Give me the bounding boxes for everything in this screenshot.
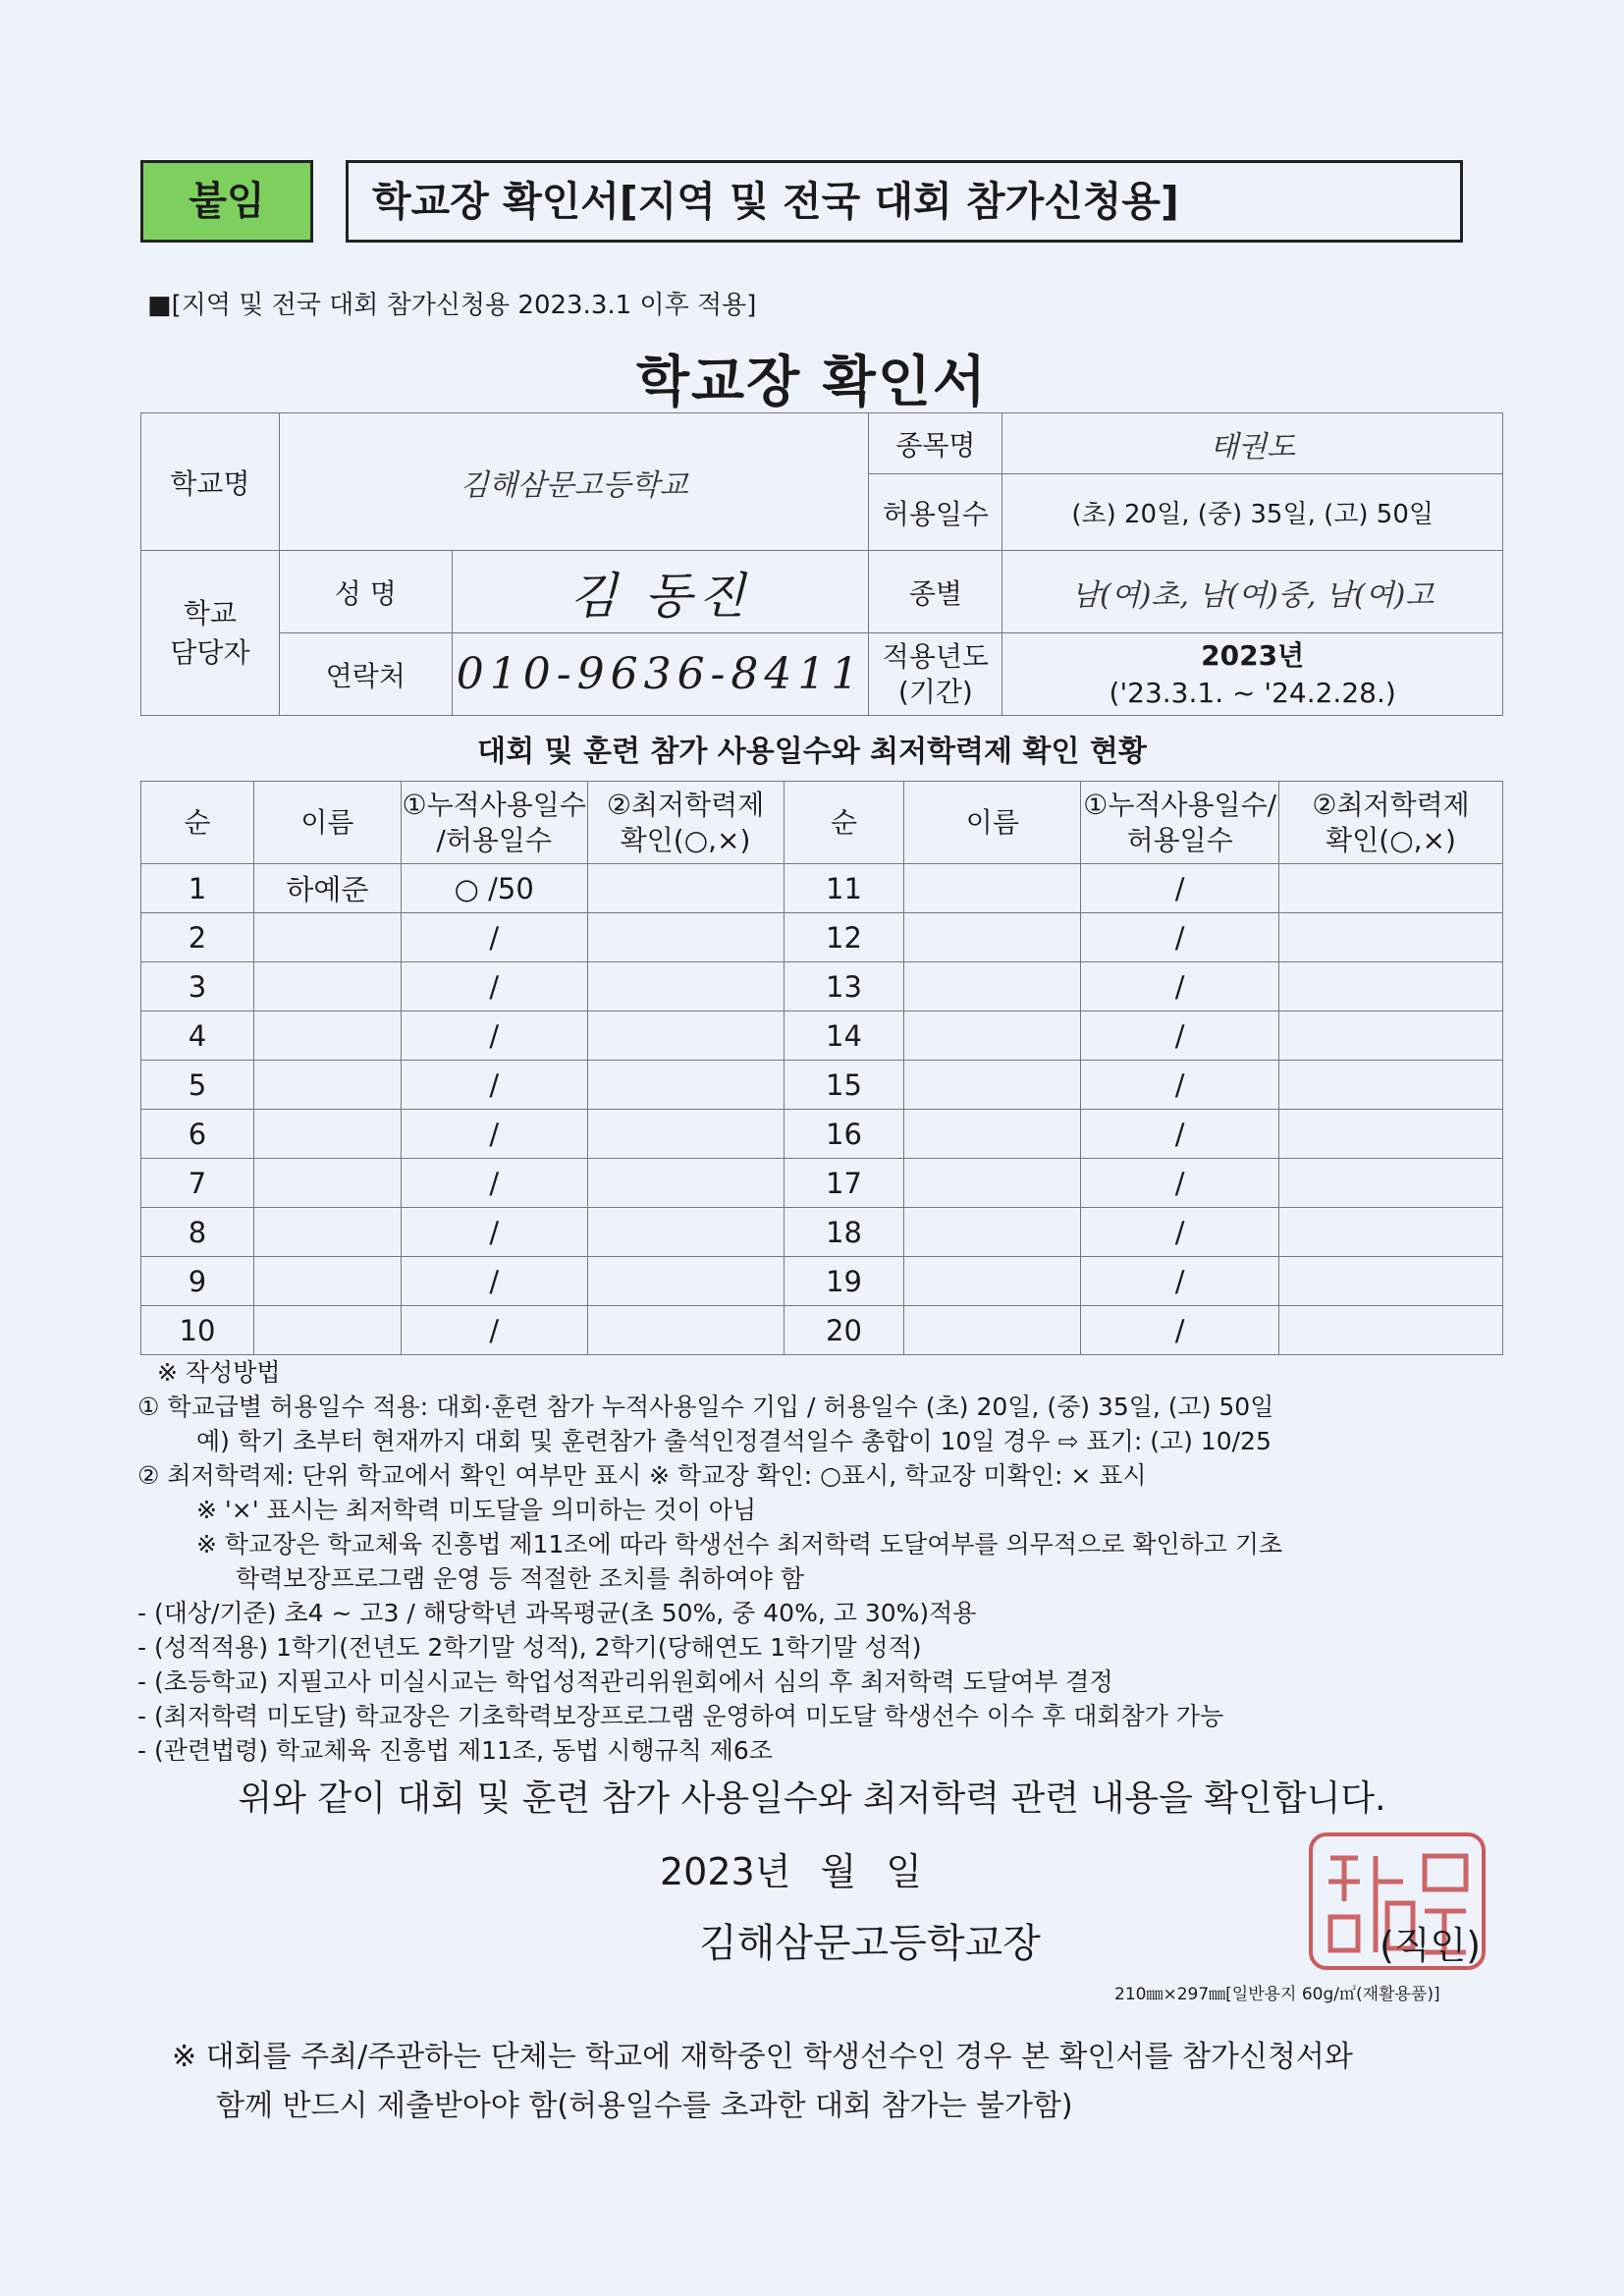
row-name [904,1011,1081,1061]
row-no: 10 [141,1306,254,1355]
page-title: 학교장 확인서 [635,351,989,414]
school-name-value: 김해삼문고등학교 [279,413,869,551]
row-name [253,1306,401,1355]
row-check [587,962,784,1011]
row-check [587,1257,784,1306]
event-label: 종목명 [869,413,1002,474]
col-header-check-2: ②최저학력제 확인(○,×) [1279,782,1503,864]
manager-name-label: 성 명 [279,551,452,633]
col-header-days: ①누적사용일수 /허용일수 [401,782,587,864]
manager-label: 학교 담당자 [141,551,280,716]
table-row [141,1208,1503,1257]
row-no: 9 [141,1257,254,1306]
col-header-name-2: 이름 [904,782,1081,864]
row-days: / [401,1011,587,1061]
seal-label: (직인) [1380,1924,1482,1967]
participant-table [140,781,1503,1355]
row-no: 5 [141,1061,254,1110]
contact-label: 연락처 [279,633,452,716]
col-header-name: 이름 [253,782,401,864]
row-name [904,1110,1081,1159]
col-header-no: 순 [141,782,254,864]
note-3: ※ '×' 표시는 최저학력 미도달을 의미하는 것이 아님 [196,1496,757,1524]
row-no: 19 [784,1257,904,1306]
row-name [904,1257,1081,1306]
year-value: 2023년 [1201,638,1305,672]
table-row [141,1110,1503,1159]
row-check [1279,1061,1503,1110]
instructions [137,1355,1283,1768]
row-check [587,1061,784,1110]
row-name [253,1159,401,1208]
row-days: / [1081,913,1279,962]
year-period: ('23.3.1. ~ '24.2.28.) [1109,676,1396,709]
row-check [587,1208,784,1257]
signature-date: 2023년 월 일 [660,1850,922,1893]
row-days: / [401,1110,587,1159]
row-name [904,913,1081,962]
row-days: / [1081,1011,1279,1061]
principal-name: 김해삼문고등학교장 [699,1921,1041,1966]
row-no: 4 [141,1011,254,1061]
allowed-days-label: 허용일수 [869,474,1002,551]
row-days: / [401,1061,587,1110]
table-row [141,864,1503,913]
manager-name-value: 김 동진 [452,551,869,633]
row-days: / [1081,1061,1279,1110]
row-days: / [1081,1208,1279,1257]
row-days: / [401,1208,587,1257]
row-no: 12 [784,913,904,962]
col-header-check: ②최저학력제 확인(○,×) [587,782,784,864]
row-name [253,1208,401,1257]
note-1: ① 학교급별 허용일수 적용: 대회·훈련 참가 누적사용일수 기입 / 허용일수 (초) 20일, (중) 35일, (고) 50일 [137,1393,1274,1421]
col-header-no-2: 순 [784,782,904,864]
detail-3: - (초등학교) 지필고사 미실시교는 학업성적관리위원회에서 심의 후 최저학력 도달여부 결정 [137,1667,1113,1696]
row-days: / [1081,1159,1279,1208]
section-title: 대회 및 훈련 참가 사용일수와 최저학력제 확인 현황 [477,735,1147,769]
row-no: 16 [784,1110,904,1159]
row-name [904,1061,1081,1110]
note-1-example: 예) 학기 초부터 현재까지 대회 및 훈련참가 출석인정결석일수 총합이 10일 경우 ⇨ 표기: (고) 10/25 [196,1427,1272,1455]
row-days: / [401,962,587,1011]
row-no: 15 [784,1061,904,1110]
row-check [1279,913,1503,962]
row-name [253,1011,401,1061]
row-no: 11 [784,864,904,913]
row-check [1279,1257,1503,1306]
row-check [1279,1208,1503,1257]
row-name [253,1061,401,1110]
contact-value: 010-9636-8411 [452,633,869,716]
year-cell [1002,633,1503,716]
row-no: 20 [784,1306,904,1355]
row-days: / [401,913,587,962]
row-name [253,962,401,1011]
row-no: 17 [784,1159,904,1208]
table-row [141,1257,1503,1306]
school-info-table [140,412,1503,716]
row-name [904,1306,1081,1355]
footnote-line-1: ※ 대회를 주최/주관하는 단체는 학교에 재학중인 학생선수인 경우 본 확인서를 참가신청서와 [172,2040,1353,2074]
footnote-line-2: 함께 반드시 제출받아야 함(허용일수를 초과한 대회 참가는 불가함) [216,2089,1073,2123]
row-no: 18 [784,1208,904,1257]
row-days: / [1081,1257,1279,1306]
gender-label: 종별 [869,551,1002,633]
footnote [172,2033,1353,2131]
row-check [1279,1110,1503,1159]
notes-heading: ※ 작성방법 [157,1358,281,1387]
row-name: 하예준 [253,864,401,913]
table-row [141,1159,1503,1208]
attachment-tag: 붙임 [140,160,313,243]
row-check [587,1011,784,1061]
table-row [141,962,1503,1011]
row-no: 13 [784,962,904,1011]
detail-4: - (최저학력 미도달) 학교장은 기초학력보장프로그램 운영하여 미도달 학생선수 이수 후 대회참가 가능 [137,1702,1224,1730]
row-name [253,1257,401,1306]
note-4-cont: 학력보장프로그램 운영 등 적절한 조치를 취하여야 함 [236,1564,804,1593]
gender-value: 남(여)초, 남(여)중, 남(여)고 [1002,551,1503,633]
note-2: ② 최저학력제: 단위 학교에서 확인 여부만 표시 ※ 학교장 확인: ○표시, 학교장 미확인: × 표시 [137,1461,1147,1490]
row-check [1279,1159,1503,1208]
row-check [1279,1011,1503,1061]
row-name [253,1110,401,1159]
table-header-row [141,782,1503,864]
table-row [141,1306,1503,1355]
row-no: 1 [141,864,254,913]
row-days: / [1081,962,1279,1011]
row-days: / [1081,1306,1279,1355]
allowed-days-value: (초) 20일, (중) 35일, (고) 50일 [1002,474,1503,551]
table-row [141,913,1503,962]
row-name [904,962,1081,1011]
row-check [1279,962,1503,1011]
row-days: / [401,1159,587,1208]
row-days: / [401,1306,587,1355]
row-no: 8 [141,1208,254,1257]
row-no: 7 [141,1159,254,1208]
school-name-label: 학교명 [141,413,280,551]
confirmation-statement: 위와 같이 대회 및 훈련 참가 사용일수와 최저학력 관련 내용을 확인합니다. [238,1778,1386,1819]
row-no: 14 [784,1011,904,1061]
usage-note: ■[지역 및 전국 대회 참가신청용 2023.3.1 이후 적용] [147,291,757,320]
table-row [141,1011,1503,1061]
row-check [1279,1306,1503,1355]
detail-1: - (대상/기준) 초4 ~ 고3 / 해당학년 과목평균(초 50%, 중 40%, 고 30%)적용 [137,1599,977,1627]
note-4: ※ 학교장은 학교체육 진흥법 제11조에 따라 학생선수 최저학력 도달여부를 의무적으로 확인하고 기초 [196,1530,1283,1558]
row-days: / [401,1257,587,1306]
row-name [904,1208,1081,1257]
row-check [587,1110,784,1159]
row-name [904,1159,1081,1208]
table-row [141,1061,1503,1110]
row-check [587,864,784,913]
row-name [253,913,401,962]
row-no: 2 [141,913,254,962]
row-no: 6 [141,1110,254,1159]
col-header-days-2: ①누적사용일수/ 허용일수 [1081,782,1279,864]
year-label: 적용년도 (기간) [869,633,1002,716]
row-check [587,913,784,962]
detail-2: - (성적적용) 1학기(전년도 2학기말 성적), 2학기(당해연도 1학기말 성적) [137,1633,922,1662]
row-days: / [1081,1110,1279,1159]
row-days: / [1081,864,1279,913]
row-no: 3 [141,962,254,1011]
row-name [904,864,1081,913]
document-header-title: 학교장 확인서[지역 및 전국 대회 참가신청용] [346,160,1463,243]
row-check [587,1306,784,1355]
row-days: ○ /50 [401,864,587,913]
paper-spec: 210㎜×297㎜[일반용지 60g/㎡(재활용품)] [1114,1985,1440,2004]
event-value: 태권도 [1002,413,1503,474]
detail-5: - (관련법령) 학교체육 진흥법 제11조, 동법 시행규칙 제6조 [137,1736,773,1765]
row-check [1279,864,1503,913]
row-check [587,1159,784,1208]
